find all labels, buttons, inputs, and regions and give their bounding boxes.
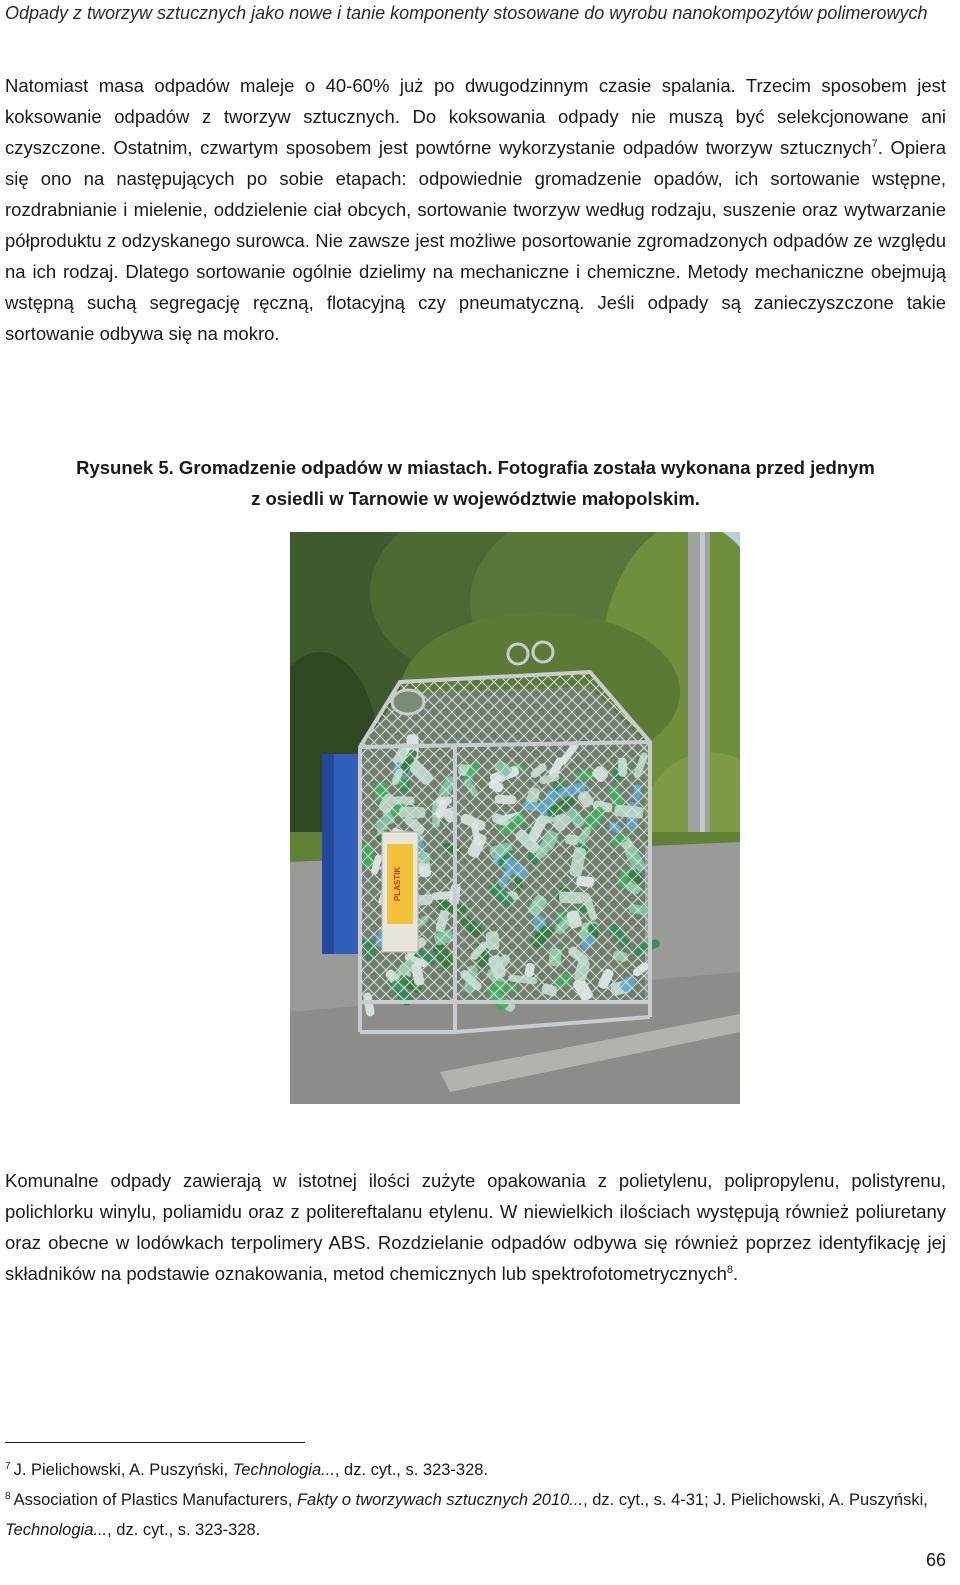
figure-caption [5,452,946,514]
footnote-7 [5,1455,946,1485]
footnote-number: 8 [5,1490,11,1502]
running-header: Odpady z tworzyw sztucznych jako nowe i tanie komponenty stosowane do wyrobu nanokompozytów polimerowych [5,3,928,23]
paragraph-1-text-a: Natomiast masa odpadów maleje o 40-60% już po dwugodzinnym czasie spalania. Trzecim sposobem jest koksowanie odpadów z tworzyw sztucznych. Do koksowania odpady nie muszą być selekcjonowane ani czyszczone. Ostatnim, czwartym sposobem jest powtórne wykorzystanie odpadów tworzyw sztucznych [5,75,946,158]
footnote-8 [5,1485,946,1545]
footnote-number: 7 [5,1460,11,1472]
footnote-separator [5,1442,305,1443]
figure-caption-line-1: Rysunek 5. Gromadzenie odpadów w miastach. Fotografia została wykonana przed jednym [76,457,875,478]
page-number: 66 [925,1550,946,1570]
footnote-text: , dz. cyt., s. 4-31; J. Pielichowski, A. Puszyński, [583,1491,928,1509]
body-paragraph-2 [5,1165,946,1289]
footnote-title: Technologia... [232,1461,335,1479]
paragraph-1-text-b: . Opiera się ono na następujących po sobie etapach: odpowiednie gromadzenie opadów, ich sortowanie wstępne, rozdrabnianie i mielenie, oddzielenie ciał obcych, sortowanie tworzyw według rodzaju, suszenie oraz wytwarzanie półproduktu z odzyskanego surowca. Nie zawsze jest możliwe posortowanie zgromadzonych odpadów ze względu na ich rodzaj. Dlatego sortowanie ogólnie dzielimy na mechaniczne i chemiczne. Metody mechaniczne obejmują wstępną suchą segregację ręczną, flotacyjną czy pneumatyczną. Jeśli odpady są zanieczyszczone takie sortowanie odbywa się na mokro. [5,137,946,344]
footnote-title: Fakty o tworzywach sztucznych 2010... [296,1491,584,1509]
footnote-text: , dz. cyt., s. 323-328. [107,1521,261,1539]
footnote-text: , dz. cyt., s. 323-328. [334,1461,489,1479]
paragraph-2-text-b: . [733,1263,739,1284]
footnote-ref-7[interactable]: 7 [871,137,878,150]
sign-text: PLASTIK [393,866,402,902]
footnote-title: Technologia... [5,1521,108,1539]
figure-photo-recycling-cage [290,532,740,1104]
footnote-text: J. Pielichowski, A. Puszyński, [13,1461,233,1479]
footnote-text: Association of Plastics Manufacturers, [13,1491,297,1509]
figure-caption-line-2: z osiedli w Tarnowie w województwie małopolskim. [251,488,700,509]
footnote-ref-8[interactable]: 8 [726,1263,733,1276]
paragraph-2-text-a: Komunalne odpady zawierają w istotnej ilości zużyte opakowania z polietylenu, polipropylenu, polistyrenu, polichlorku winylu, poliamidu oraz z politereftalanu etylenu. W niewielkich ilościach występują również poliuretany oraz obecne w lodówkach terpolimery ABS. Rozdzielanie odpadów odbywa się również poprzez identyfikację jej składników na podstawie oznakowania, metod chemicznych lub spektrofotometrycznych [5,1170,946,1284]
body-paragraph-1 [5,70,946,349]
footnotes [5,1455,946,1545]
blue-bin [322,754,362,954]
plastic-sign [382,832,418,952]
